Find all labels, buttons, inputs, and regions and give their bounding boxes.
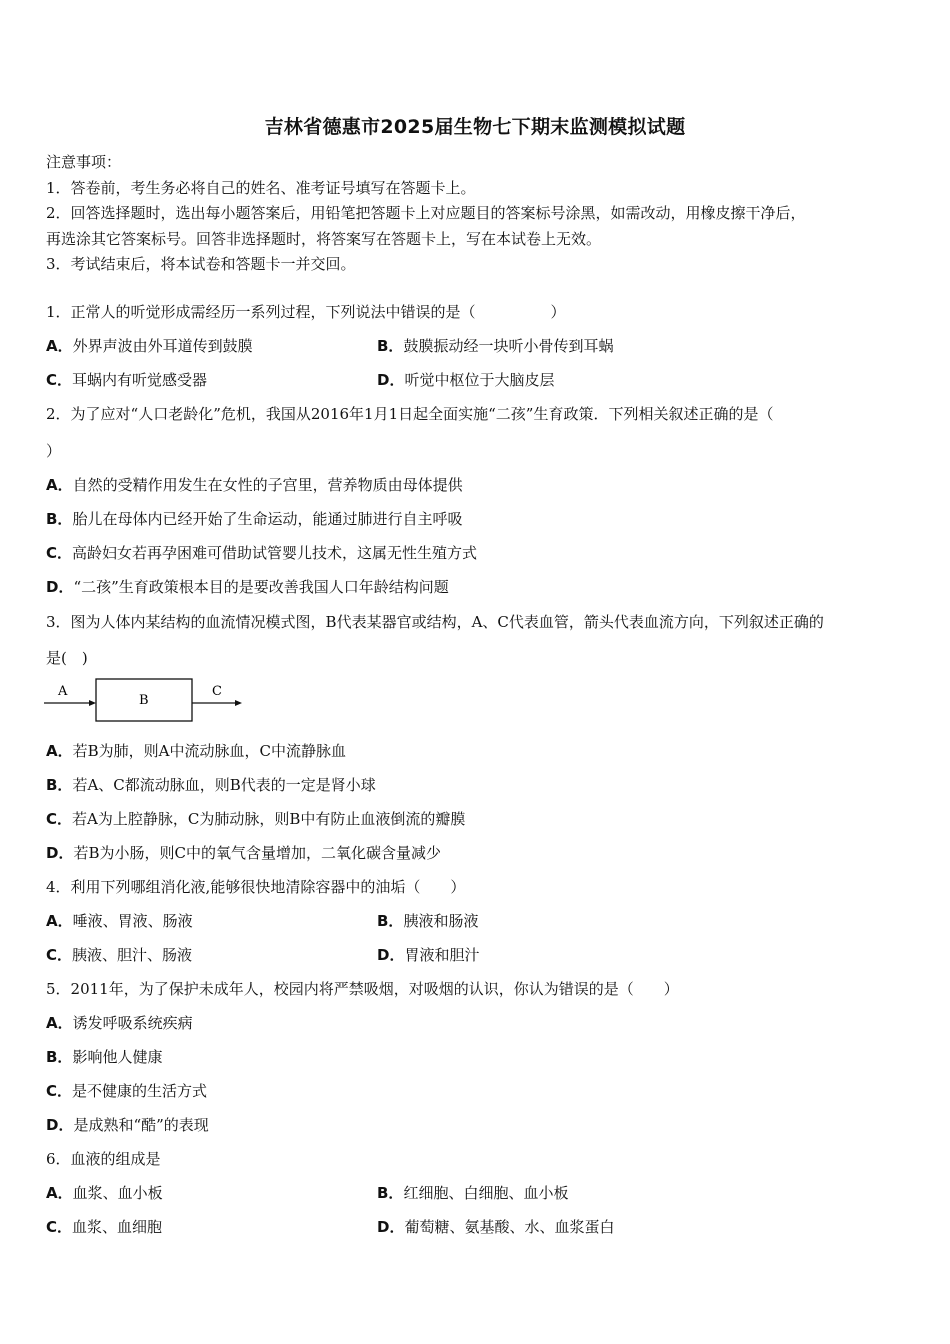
question-6-stem: 6．血液的组成是 [46, 1150, 161, 1168]
question-3-stem-continued: 是( ) [46, 649, 88, 667]
question-5-option-a: A．诱发呼吸系统疾病 [46, 1014, 193, 1032]
question-3-option-a: A．若B为肺，则A中流动脉血，C中流静脉血 [46, 742, 346, 760]
notes-line: 2．回答选择题时，选出每小题答案后，用铅笔把答题卡上对应题目的答案标号涂黑，如需改动，用橡皮擦干净后， [46, 204, 806, 222]
question-5-stem: 5．2011年，为了保护未成年人，校园内将严禁吸烟，对吸烟的认识，你认为错误的是（ ） [46, 980, 679, 998]
question-6-option-b: B．红细胞、白细胞、血小板 [377, 1184, 569, 1202]
question-5-option-c: C．是不健康的生活方式 [46, 1082, 208, 1100]
notes-line: 1．答卷前，考生务必将自己的姓名、准考证号填写在答题卡上。 [46, 178, 476, 197]
question-4-option-b: B．胰液和肠液 [377, 912, 479, 930]
question-2-stem-continued: ） [46, 442, 62, 460]
question-4-option-d: D．胃液和胆汁 [377, 946, 480, 964]
question-1-option-a: A．外界声波由外耳道传到鼓膜 [46, 337, 253, 355]
notes-line: 3．考试结束后，将本试卷和答题卡一并交回。 [46, 255, 356, 273]
diagram-label-b: B [139, 693, 149, 708]
diagram-label-c: C [212, 684, 222, 699]
question-3-option-b: B．若A、C都流动脉血，则B代表的一定是肾小球 [46, 776, 376, 794]
arrow-a-icon [89, 700, 96, 706]
question-6-option-a: A．血浆、血小板 [46, 1184, 163, 1202]
question-4-stem: 4．利用下列哪组消化液,能够很快地清除容器中的油垢（ ） [46, 878, 466, 896]
question-2-option-d: D．“二孩”生育政策根本目的是要改善我国人口年龄结构问题 [46, 578, 449, 596]
question-5-option-d: D．是成熟和“酷”的表现 [46, 1116, 209, 1134]
question-1-stem: 1．正常人的听觉形成需经历一系列过程，下列说法中错误的是（ ） [46, 303, 566, 321]
notes-line: 再选涂其它答案标号。回答非选择题时，将答案写在答题卡上，写在本试卷上无效。 [46, 229, 602, 248]
question-6-option-c: C．血浆、血细胞 [46, 1218, 163, 1236]
question-6-option-d: D．葡萄糖、氨基酸、水、血浆蛋白 [377, 1218, 615, 1236]
notes-heading: 注意事项： [46, 153, 122, 171]
notes-section [46, 150, 916, 278]
question-2-stem: 2．为了应对“人口老龄化”危机，我国从2016年1月1日起全面实施“二孩”生育政策．下列相关叙述正确的是（ [46, 405, 774, 423]
diagram-label-a: A [58, 684, 68, 699]
blood-flow-diagram [44, 676, 244, 724]
question-4-option-a: A．唾液、胃液、肠液 [46, 912, 193, 930]
page-title: 吉林省德惠市2025届生物七下期末监测模拟试题 [264, 116, 686, 138]
question-1-option-c: C．耳蜗内有听觉感受器 [46, 371, 208, 389]
question-2-option-b: B．胎儿在母体内已经开始了生命运动，能通过肺进行自主呼吸 [46, 510, 463, 528]
question-4-option-c: C．胰液、胆汁、肠液 [46, 946, 193, 964]
question-1-option-b: B．鼓膜振动经一块听小骨传到耳蜗 [377, 337, 614, 355]
question-5-option-b: B．影响他人健康 [46, 1048, 163, 1066]
question-3-stem: 3．图为人体内某结构的血流情况模式图，B代表某器官或结构，A、C代表血管，箭头代表血流方向，下列叙述正确的 [46, 613, 824, 631]
question-2-option-a: A．自然的受精作用发生在女性的子宫里，营养物质由母体提供 [46, 476, 463, 494]
question-3-option-d: D．若B为小肠，则C中的氧气含量增加，二氧化碳含量减少 [46, 844, 441, 862]
question-2-option-c: C．高龄妇女若再孕困难可借助试管婴儿技术，这属无性生殖方式 [46, 544, 478, 562]
question-3-option-c: C．若A为上腔静脉，C为肺动脉，则B中有防止血液倒流的瓣膜 [46, 810, 466, 828]
arrow-c-icon [235, 700, 242, 706]
question-1-option-d: D．听觉中枢位于大脑皮层 [377, 371, 555, 389]
